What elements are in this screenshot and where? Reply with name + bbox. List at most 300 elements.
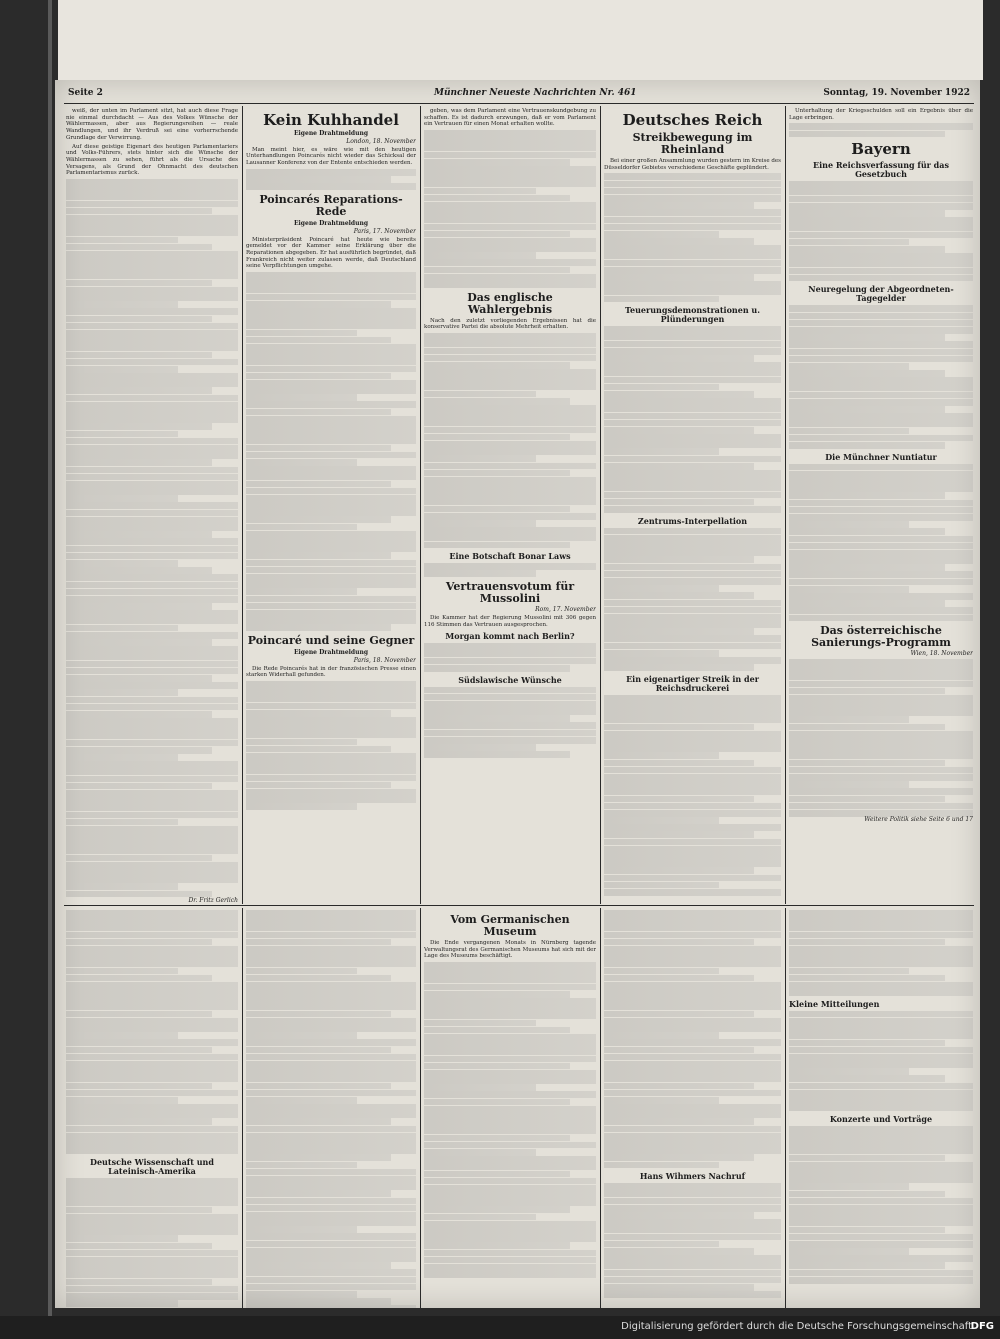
- text-line: [424, 1077, 596, 1084]
- text-line: [789, 781, 909, 788]
- text-line: [66, 1257, 238, 1264]
- page-top-strip: [58, 0, 983, 80]
- text-line: [246, 423, 416, 430]
- text-line: [66, 337, 238, 344]
- text-line: [424, 527, 596, 534]
- text-line: [66, 244, 212, 251]
- text-line: [789, 796, 945, 803]
- text-line: [246, 717, 416, 724]
- text-line: [424, 405, 596, 412]
- text-line: [66, 488, 238, 495]
- text-line: [789, 543, 973, 550]
- text-filler: [424, 333, 596, 548]
- text-line: [789, 1227, 945, 1234]
- text-filler: [604, 326, 781, 512]
- text-line: [66, 495, 178, 502]
- text-line: [789, 917, 973, 924]
- text-line: [789, 1126, 973, 1133]
- text-line: [604, 1154, 754, 1161]
- text-line: [604, 571, 781, 578]
- text-line: [66, 452, 238, 459]
- text-line: [604, 564, 781, 571]
- text-line: [424, 369, 596, 376]
- text-line: [246, 617, 416, 624]
- text-line: [604, 217, 781, 224]
- headline: Poincaré und seine Gegner: [247, 633, 415, 647]
- headline: Die Münchner Nuntiatur: [825, 451, 937, 462]
- text-line: [424, 1005, 596, 1012]
- text-line: [789, 600, 945, 607]
- text-line: [246, 760, 416, 767]
- text-line: [424, 991, 570, 998]
- text-line: [604, 1291, 781, 1298]
- text-line: [789, 435, 973, 442]
- text-line: [604, 846, 781, 853]
- text-line: [604, 434, 781, 441]
- text-line: [789, 1270, 973, 1277]
- text-line: [66, 646, 238, 653]
- text-line: [246, 330, 357, 337]
- text-line: [66, 352, 212, 359]
- text-line: [424, 252, 536, 259]
- text-line: [789, 246, 945, 253]
- text-line: [789, 485, 973, 492]
- text-line: [604, 1068, 781, 1075]
- text-line: [604, 824, 781, 831]
- text-line: [604, 448, 719, 455]
- text-line: [424, 1199, 596, 1206]
- text-line: [66, 1185, 238, 1192]
- text-line: [66, 1199, 238, 1206]
- text-line: [246, 524, 357, 531]
- text-filler: [424, 962, 596, 1278]
- text-line: [789, 260, 973, 267]
- text-filler: [66, 179, 238, 897]
- text-line: [604, 1140, 781, 1147]
- text-line: [424, 1250, 596, 1257]
- headline: Eine Botschaft Bonar Laws: [449, 551, 571, 562]
- text-line: [66, 438, 238, 445]
- text-line: [66, 553, 238, 560]
- text-line: [246, 910, 416, 917]
- text-line: [789, 224, 973, 231]
- text-line: [424, 694, 596, 701]
- text-line: [66, 294, 238, 301]
- text-line: [789, 709, 973, 716]
- text-line: [66, 1279, 212, 1286]
- text-line: [66, 876, 238, 883]
- text-line: [246, 481, 391, 488]
- text-line: [424, 491, 596, 498]
- text-line: [246, 1018, 416, 1025]
- text-line: [789, 1155, 945, 1162]
- text-line: [789, 1205, 973, 1212]
- text-line: [66, 1011, 212, 1018]
- text-line: [246, 731, 416, 738]
- text-line: [604, 188, 781, 195]
- headline: Ein eigenartiger Streik in der Reichsdruckerei: [626, 673, 759, 693]
- text-line: [66, 330, 238, 337]
- text-line: [66, 431, 178, 438]
- headline: Südslawische Wünsche: [458, 674, 562, 685]
- text-line: [604, 391, 754, 398]
- text-line: [789, 1054, 973, 1061]
- text-line: [604, 528, 781, 535]
- text-line: [789, 666, 973, 673]
- text-line: [66, 1286, 238, 1293]
- text-line: [66, 1271, 238, 1278]
- text-line: [789, 363, 909, 370]
- text-line: [789, 464, 973, 471]
- text-line: [789, 695, 973, 702]
- text-line: [789, 1234, 973, 1241]
- text-line: [424, 188, 536, 195]
- text-line: [424, 1070, 596, 1077]
- headline: Das englische Wahlergebnis: [467, 290, 553, 316]
- text-line: [66, 510, 238, 517]
- text-line: [246, 1169, 416, 1176]
- text-line: [604, 1111, 781, 1118]
- text-line: [246, 789, 416, 796]
- text-line: [424, 1113, 596, 1120]
- headline: Das österreichische Sanierungs-Programm: [811, 624, 951, 650]
- text-line: [246, 1061, 416, 1068]
- text-line: [66, 1221, 238, 1228]
- text-line: [246, 1226, 357, 1233]
- article-paragraph: Nach den zuletzt vorliegenden Ergebnissen hat die konservative Partei die absolute Mehrheit erhalten.: [424, 317, 596, 331]
- text-line: [604, 716, 781, 723]
- text-line: [424, 722, 596, 729]
- text-line: [246, 1032, 357, 1039]
- text-filler: [604, 1183, 781, 1298]
- text-line: [246, 315, 416, 322]
- text-line: [424, 216, 596, 223]
- text-line: [424, 1271, 596, 1278]
- text-line: [246, 724, 416, 731]
- text-line: [789, 953, 973, 960]
- text-line: [66, 639, 212, 646]
- text-line: [424, 477, 596, 484]
- column-rule: [420, 106, 421, 904]
- text-line: [246, 445, 391, 452]
- text-line: [424, 687, 596, 694]
- text-line: [604, 1003, 781, 1010]
- text-line: [604, 341, 781, 348]
- text-line: [604, 1234, 781, 1241]
- text-line: [246, 1003, 416, 1010]
- subheadline: Eigene Drahtmeldung: [293, 219, 369, 227]
- text-line: [424, 1149, 536, 1156]
- text-line: [604, 1262, 781, 1269]
- text-line: [604, 650, 719, 657]
- text-line: [66, 910, 238, 917]
- text-line: [66, 847, 238, 854]
- text-line: [789, 982, 973, 989]
- text-line: [66, 761, 238, 768]
- text-line: [246, 989, 416, 996]
- text-line: [789, 399, 973, 406]
- text-line: [66, 215, 238, 222]
- header-rule: [64, 103, 974, 104]
- text-line: [604, 1039, 781, 1046]
- article-paragraph: weiß, der unten im Parlament sitzt, hat auch diese Frage nie einmal durchdacht — Aus des Volkes Wünsche der Wählermassen, aber aus Regierungsreihen — reale Wandlungen, und ihr Verdruß sei eine vorherrschende Grundlage der Verwirrung.: [66, 108, 238, 141]
- column-3: [424, 108, 596, 902]
- text-line: [424, 355, 596, 362]
- text-line: [424, 715, 570, 722]
- text-line: [424, 238, 596, 245]
- text-line: [789, 724, 945, 731]
- text-line: [246, 1190, 391, 1197]
- text-line: [66, 1147, 238, 1154]
- text-line: [604, 1212, 754, 1219]
- text-line: [424, 391, 536, 398]
- text-line: [246, 495, 416, 502]
- text-line: [66, 653, 238, 660]
- text-line: [604, 377, 781, 384]
- text-line: [66, 1025, 238, 1032]
- text-line: [424, 137, 596, 144]
- text-line: [604, 982, 781, 989]
- text-line: [424, 376, 596, 383]
- text-line: [604, 875, 781, 882]
- text-line: [246, 1140, 416, 1147]
- text-line: [424, 1127, 596, 1134]
- text-line: [789, 1104, 973, 1111]
- text-line: [246, 1104, 416, 1111]
- text-line: [424, 224, 596, 231]
- text-line: [424, 419, 596, 426]
- text-line: [66, 445, 238, 452]
- text-line: [424, 1163, 596, 1170]
- headline: Poincarés Reparations-Rede: [259, 192, 403, 218]
- text-line: [424, 730, 596, 737]
- text-line: [789, 910, 973, 917]
- text-line: [424, 1034, 596, 1041]
- text-line: [66, 308, 238, 315]
- text-line: [604, 1061, 781, 1068]
- text-line: [789, 1262, 945, 1269]
- text-line: [604, 1190, 781, 1197]
- text-line: [246, 932, 416, 939]
- article-paragraph: Die Ende vergangenen Monats in Nürnberg tagende Verwaltungsrat des Germanischen Museums hat sich mit der Lage des Museums beschäftigt.: [424, 940, 596, 960]
- text-line: [66, 395, 238, 402]
- text-line: [246, 366, 416, 373]
- text-line: [789, 356, 973, 363]
- text-line: [789, 1183, 909, 1190]
- text-line: [789, 1018, 973, 1025]
- text-line: [789, 564, 945, 571]
- text-line: [246, 301, 391, 308]
- text-line: [66, 1104, 238, 1111]
- text-line: [604, 774, 781, 781]
- text-line: [789, 1047, 973, 1054]
- text-line: [789, 320, 973, 327]
- text-line: [604, 1255, 781, 1262]
- text-line: [424, 1048, 596, 1055]
- text-line: [66, 1140, 238, 1147]
- headline: Eine Reichsverfassung für das Gesetzbuch: [813, 160, 949, 180]
- text-line: [66, 186, 238, 193]
- text-line: [66, 697, 238, 704]
- dfg-logo: DFG: [970, 1321, 994, 1332]
- text-line: [66, 704, 238, 711]
- text-filler: [246, 681, 416, 810]
- text-line: [789, 1097, 973, 1104]
- text-line: [246, 1233, 416, 1240]
- text-line: [604, 535, 781, 542]
- text-line: [604, 470, 781, 477]
- text-line: [246, 1118, 391, 1125]
- text-line: [424, 1027, 570, 1034]
- text-line: [424, 513, 596, 520]
- text-line: [604, 1162, 719, 1169]
- text-line: [246, 294, 416, 301]
- text-line: [604, 326, 781, 333]
- text-line: [789, 1241, 973, 1248]
- text-line: [66, 265, 238, 272]
- text-line: [66, 387, 212, 394]
- headline: Streikbewegung im Rheinland: [632, 131, 753, 156]
- text-line: [246, 286, 416, 293]
- text-line: [789, 989, 973, 996]
- text-line: [424, 701, 596, 708]
- text-line: [246, 1075, 416, 1082]
- text-line: [246, 1241, 416, 1248]
- text-line: [66, 531, 212, 538]
- text-line: [66, 287, 238, 294]
- text-line: [246, 1154, 391, 1161]
- text-line: [789, 514, 973, 521]
- headline: Vertrauensvotum für Mussolini: [445, 580, 575, 606]
- text-line: [246, 953, 416, 960]
- text-line: [789, 253, 973, 260]
- text-line: [66, 790, 238, 797]
- text-line: [246, 746, 391, 753]
- text-line: [604, 1075, 781, 1082]
- text-filler: [789, 1011, 973, 1111]
- text-line: [604, 924, 781, 931]
- text-line: [604, 946, 781, 953]
- article-paragraph: geben, was dem Parlament eine Vertrauenskundgebung zu schaffen. Es ist dadurch erzwungen, daß er vom Parlament ein Vertrauen für einen Monat erhalten wollte.: [424, 108, 596, 128]
- text-line: [66, 826, 238, 833]
- text-line: [246, 473, 416, 480]
- column-2: [246, 108, 416, 902]
- text-line: [604, 1032, 719, 1039]
- text-line: [424, 1242, 570, 1249]
- headline: Kleine Mitteilungen: [789, 998, 880, 1009]
- text-line: [604, 484, 781, 491]
- text-line: [424, 130, 596, 137]
- text-line: [604, 252, 781, 259]
- text-line: [789, 1025, 973, 1032]
- text-line: [789, 1212, 973, 1219]
- text-line: [789, 305, 973, 312]
- text-line: [789, 1011, 973, 1018]
- text-line: [424, 427, 596, 434]
- text-line: [246, 488, 416, 495]
- text-line: [66, 732, 238, 739]
- text-line: [246, 1039, 416, 1046]
- text-line: [424, 498, 596, 505]
- text-line: [246, 968, 357, 975]
- text-line: [424, 708, 596, 715]
- text-line: [66, 1293, 238, 1300]
- column-rule: [420, 908, 421, 1308]
- text-line: [246, 996, 416, 1003]
- text-line: [789, 767, 973, 774]
- text-line: [246, 337, 391, 344]
- article-paragraph: Die Kammer hat der Regierung Mussolini mit 306 gegen 116 Stimmen das Vertrauen ausgesprochen.: [424, 614, 596, 628]
- text-line: [246, 1011, 391, 1018]
- text-line: [246, 1305, 416, 1308]
- text-line: [246, 308, 416, 315]
- text-line: [66, 567, 212, 574]
- text-line: [604, 745, 781, 752]
- text-line: [66, 1054, 238, 1061]
- text-line: [66, 474, 238, 481]
- text-line: [246, 322, 416, 329]
- text-line: [66, 632, 238, 639]
- text-line: [66, 1133, 238, 1140]
- text-line: [66, 280, 212, 287]
- text-line: [66, 819, 178, 826]
- text-line: [604, 607, 781, 614]
- text-line: [604, 702, 781, 709]
- text-line: [66, 1235, 178, 1242]
- text-line: [66, 251, 238, 258]
- text-line: [424, 751, 570, 758]
- headline: Morgan kommt nach Berlin?: [445, 631, 575, 642]
- text-line: [246, 782, 391, 789]
- text-line: [66, 768, 238, 775]
- text-line: [246, 1126, 416, 1133]
- subheadline: Eigene Drahtmeldung: [293, 648, 369, 656]
- text-line: [604, 767, 781, 774]
- text-line: [789, 392, 973, 399]
- text-line: [604, 853, 781, 860]
- text-line: [66, 1047, 212, 1054]
- text-line: [789, 571, 973, 578]
- text-line: [246, 531, 416, 538]
- text-line: [66, 467, 238, 474]
- text-line: [604, 1284, 754, 1291]
- text-line: [66, 546, 238, 553]
- text-filler: [789, 305, 973, 448]
- text-line: [66, 689, 178, 696]
- column-rule: [242, 106, 243, 904]
- text-line: [424, 202, 596, 209]
- dateline: Paris, 18. November: [353, 656, 416, 664]
- text-line: [789, 1140, 973, 1147]
- text-line: [604, 181, 781, 188]
- text-line: [789, 500, 973, 507]
- text-line: [789, 1133, 973, 1140]
- text-line: [66, 1118, 212, 1125]
- text-line: [424, 463, 596, 470]
- text-line: [66, 409, 238, 416]
- text-line: [789, 1040, 945, 1047]
- text-line: [789, 1075, 945, 1082]
- text-line: [424, 998, 596, 1005]
- text-line: [789, 788, 973, 795]
- text-line: [604, 989, 781, 996]
- text-line: [604, 664, 754, 671]
- text-line: [66, 924, 238, 931]
- text-line: [66, 953, 238, 960]
- text-line: [789, 774, 973, 781]
- text-line: [66, 939, 212, 946]
- text-line: [424, 962, 596, 969]
